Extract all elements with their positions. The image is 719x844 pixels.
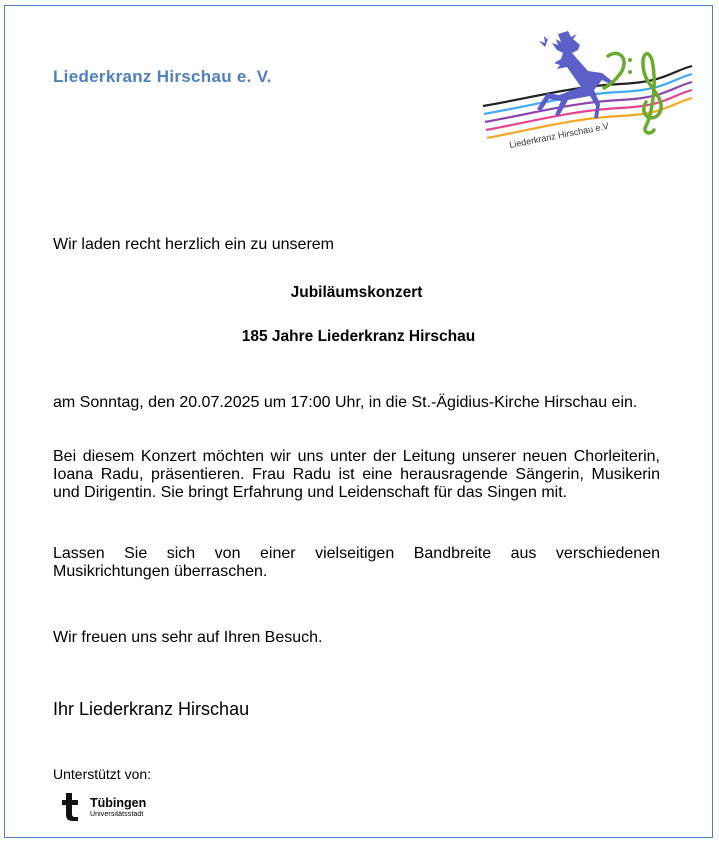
tuebingen-t-icon: [61, 792, 85, 822]
choir-logo: [480, 28, 695, 160]
logo-text: Liederkranz Hirschau e.V: [508, 120, 610, 150]
closing-text: Wir freuen uns sehr auf Ihren Besuch.: [53, 629, 323, 646]
org-title: Liederkranz Hirschau e. V.: [53, 67, 272, 86]
paragraph-repertoire: Lassen Sie sich von einer vielseitigen Bandbreite aus verschiedenen Musikrichtungen überraschen.: [53, 545, 660, 580]
paragraph-date: am Sonntag, den 20.07.2025 um 17:00 Uhr, in die St.-Ägidius-Kirche Hirschau ein.: [53, 394, 638, 411]
event-title: Jubiläumskonzert: [290, 284, 423, 301]
event-subtitle: 185 Jahre Liederkranz Hirschau: [241, 328, 476, 345]
sponsor-subtitle: Universitätsstadt: [90, 811, 144, 818]
sponsor-logo: [61, 792, 171, 822]
support-label: Unterstützt von:: [53, 766, 152, 782]
signature: Ihr Liederkranz Hirschau: [53, 699, 250, 719]
sponsor-name: Tübingen: [90, 796, 147, 810]
intro-text: Wir laden recht herzlich ein zu unserem: [53, 236, 335, 253]
paragraph-conductor: Bei diesem Konzert möchten wir uns unter der Leitung unserer neuen Chorleiterin, Ioana Radu, präsentieren. Frau Radu ist eine herausragende Sängerin, Musikerin und Dirigentin. Sie bringt Erfahrung und Leidenschaft für das Singen mit.: [53, 448, 660, 501]
